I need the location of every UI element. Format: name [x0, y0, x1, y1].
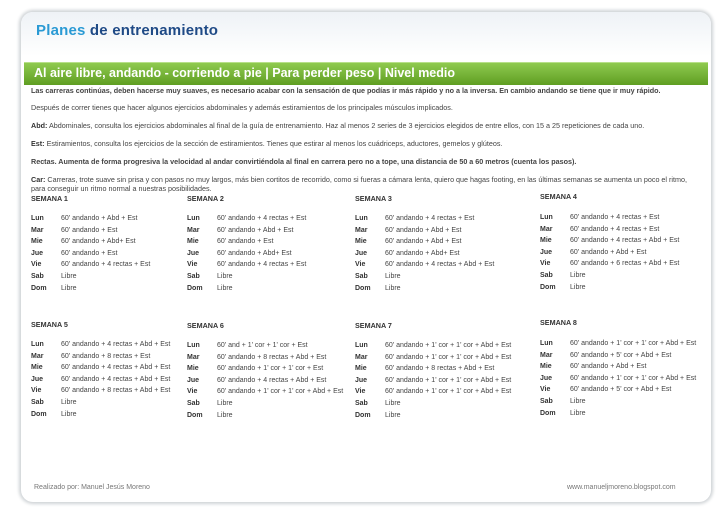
week-row — [355, 388, 511, 400]
week-row — [355, 238, 494, 250]
week-title: SEMANA 4 — [540, 192, 577, 201]
week-day: Dom — [355, 411, 371, 419]
week-row — [187, 250, 306, 262]
week-day: Lun — [187, 215, 200, 222]
week-plan: 60' andando + 1' cor + 1' cor + Abd + Est — [385, 388, 512, 396]
week-day: Vie — [355, 261, 366, 269]
week-row — [31, 215, 150, 227]
week-day: Lun — [355, 342, 368, 349]
week-day: Mar — [540, 225, 553, 233]
week-plan: 60' andando + 5' cor + Abd + Est — [570, 386, 672, 394]
week-row — [540, 260, 679, 272]
week-plan: 60' andando + 5' cor + Abd + Est — [570, 351, 672, 359]
week-plan: 60' andando + Est — [61, 249, 118, 257]
car-label: Car: — [31, 175, 46, 184]
est-text: Estiramientos, consulta los ejercicios de la sección de estiramientos. Tienes que estirar al menos los cuádriceps, aductores, gemelos y glúteos. — [44, 139, 503, 148]
week-title: SEMANA 8 — [540, 318, 577, 327]
week-row — [355, 250, 494, 262]
week-row — [540, 272, 679, 284]
week-day: Sab — [31, 398, 44, 406]
week-day: Mie — [31, 364, 43, 372]
week-plan: Libre — [385, 272, 401, 280]
week-row — [31, 227, 150, 239]
week-plan: 60' andando + 8 rectas + Abd + Est — [61, 387, 171, 395]
week-row — [540, 386, 696, 398]
week-day: Jue — [540, 248, 553, 256]
week-row — [355, 342, 511, 354]
week-plan: Libre — [217, 399, 233, 407]
week-row — [31, 411, 170, 423]
week-title: SEMANA 1 — [31, 194, 68, 203]
week-day: Mar — [355, 226, 368, 234]
week-row — [187, 388, 343, 400]
week-plan: 60' andando + 4 rectas + Abd + Est — [570, 237, 680, 245]
week-day: Dom — [187, 284, 203, 292]
week-plan: 60' andando + 1' cor + 1' cor + Est — [217, 365, 324, 373]
week-day: Mie — [355, 238, 367, 246]
week-day: Jue — [31, 375, 44, 383]
week-plan: 60' andando + Abd + Est — [61, 215, 138, 222]
week-plan: 60' andando + Abd + Est — [570, 363, 647, 371]
week-day: Mie — [187, 365, 199, 373]
week-row — [355, 377, 511, 389]
week-row — [540, 214, 679, 226]
week-plan: 60' andando + 8 rectas + Abd + Est — [217, 353, 327, 361]
week-title: SEMANA 5 — [31, 320, 68, 329]
week-row — [31, 250, 150, 262]
week-plan: 60' andando + 4 rectas + Est — [570, 214, 660, 221]
week-row — [540, 352, 696, 364]
week-plan: 60' andando + Est — [217, 238, 274, 246]
week-day: Dom — [31, 410, 47, 418]
week-day: Dom — [187, 411, 203, 419]
week-day: Mie — [187, 238, 199, 246]
week-row — [187, 400, 343, 412]
week-2 — [187, 194, 306, 296]
week-row — [540, 398, 696, 410]
week-row — [540, 249, 679, 261]
week-day: Lun — [540, 340, 553, 347]
week-day: Sab — [31, 272, 44, 280]
week-day: Jue — [31, 249, 44, 257]
week-4 — [540, 192, 679, 295]
week-plan: 60' andando + 4 rectas + Est — [217, 215, 307, 222]
week-day: Sab — [540, 397, 553, 405]
week-plan: 60' andando + 1' cor + 1' cor + Abd + Est — [570, 374, 697, 382]
week-row — [187, 412, 343, 424]
week-row — [31, 238, 150, 250]
week-row — [355, 412, 511, 424]
week-day: Lun — [355, 215, 368, 222]
week-day: Vie — [540, 386, 551, 394]
week-plan: Libre — [570, 271, 586, 279]
week-row — [31, 353, 170, 365]
week-3 — [355, 194, 494, 296]
abd-label: Abd: — [31, 121, 48, 130]
week-day: Lun — [540, 214, 553, 221]
week-day: Jue — [187, 249, 200, 257]
week-row — [31, 273, 150, 285]
section-banner-text: Al aire libre, andando - corriendo a pie | Para perder peso | Nivel medio — [34, 66, 456, 80]
week-title: SEMANA 3 — [355, 194, 392, 203]
week-row — [31, 285, 150, 297]
week-day: Sab — [540, 271, 553, 279]
week-row — [31, 376, 170, 388]
week-day: Vie — [187, 261, 198, 269]
week-row — [31, 261, 150, 273]
week-row — [355, 215, 494, 227]
week-plan: Libre — [61, 272, 77, 280]
rectas-definition: Rectas. Aumenta de forma progresiva la velocidad al andar convirtiéndola al final en carrera pero no a tope, una distancia de 50 a 60 metros (cuenta los pasos). — [31, 157, 577, 166]
page-title — [36, 22, 218, 39]
abd-text: Abdominales, consulta los ejercicios abdominales al final de la guía de entrenamiento. Haz al menos 2 series de 3 ejercicios elegidos de entre ellos, con 15 a 25 repeticiones de cada uno. — [47, 121, 645, 130]
week-plan: Libre — [570, 397, 586, 405]
week-5 — [31, 320, 170, 422]
week-row — [540, 284, 679, 296]
week-plan: 60' andando + 1' cor + 1' cor + Abd + Est — [385, 353, 512, 361]
car-text: Carreras, trote suave sin prisa y con pasos no muy largos, más bien cortitos de recorrido, como si fueras a cámara lenta, quiero que hagas footing, en las últimas semanas se aumenta un poco el ritmo, para conseguir un ritmo normal a nuestras posibilidades. — [31, 175, 687, 193]
week-plan: Libre — [61, 398, 77, 406]
week-row — [540, 363, 696, 375]
week-day: Sab — [187, 399, 200, 407]
week-row — [540, 237, 679, 249]
week-plan: 60' andando + 1' cor + 1' cor + Abd + Est — [217, 388, 344, 396]
week-row — [355, 354, 511, 366]
week-day: Jue — [355, 376, 368, 384]
week-day: Sab — [355, 272, 368, 280]
footer-author: Realizado por: Manuel Jesús Moreno — [34, 484, 150, 491]
week-plan: 60' andando + 8 rectas + Est — [61, 352, 151, 360]
week-6 — [187, 321, 343, 423]
week-day: Mie — [540, 363, 552, 371]
week-plan: Libre — [385, 399, 401, 407]
week-plan: Libre — [385, 284, 401, 292]
week-plan: 60' andando + 6 rectas + Abd + Est — [570, 260, 680, 268]
week-plan: 60' andando + Abd+ Est — [385, 249, 460, 257]
week-plan: 60' andando + Abd+ Est — [61, 238, 136, 246]
page-title-part2: de entrenamiento — [85, 22, 219, 39]
week-row — [355, 285, 494, 297]
week-day: Mar — [540, 351, 553, 359]
week-plan: Libre — [61, 410, 77, 418]
week-plan: 60' andando + Abd + Est — [385, 238, 462, 246]
week-row — [187, 377, 343, 389]
week-row — [31, 399, 170, 411]
week-day: Mar — [31, 226, 44, 234]
section-banner — [24, 62, 708, 85]
week-plan: 60' andando + 4 rectas + Abd + Est — [61, 341, 171, 348]
week-day: Mar — [355, 353, 368, 361]
week-plan: 60' andando + 4 rectas + Abd + Est — [217, 376, 327, 384]
week-row — [540, 340, 696, 352]
week-plan: Libre — [217, 272, 233, 280]
week-day: Lun — [187, 342, 200, 349]
week-row — [187, 285, 306, 297]
week-row — [540, 226, 679, 238]
week-row — [31, 341, 170, 353]
week-plan: 60' andando + Abd + Est — [217, 226, 294, 234]
week-row — [187, 342, 343, 354]
page-title-part1: Planes — [36, 22, 86, 39]
instructions — [31, 86, 701, 202]
week-day: Jue — [355, 249, 368, 257]
week-day: Vie — [187, 388, 198, 396]
week-plan: Libre — [217, 411, 233, 419]
week-row — [355, 227, 494, 239]
week-plan: 60' andando + 8 rectas + Abd + Est — [385, 365, 495, 373]
week-day: Sab — [355, 399, 368, 407]
week-plan: 60' andando + 4 rectas + Est — [570, 225, 660, 233]
week-row — [187, 273, 306, 285]
week-day: Vie — [31, 387, 42, 395]
week-plan: 60' andando + Abd + Est — [570, 248, 647, 256]
week-day: Dom — [355, 284, 371, 292]
week-plan: 60' andando + 4 rectas + Est — [385, 215, 475, 222]
week-title: SEMANA 7 — [355, 321, 392, 330]
week-day: Dom — [540, 283, 556, 291]
week-row — [355, 365, 511, 377]
week-plan: Libre — [61, 284, 77, 292]
week-day: Mar — [187, 353, 200, 361]
week-row — [31, 387, 170, 399]
week-row — [355, 273, 494, 285]
week-day: Mie — [31, 238, 43, 246]
week-row — [187, 227, 306, 239]
week-day: Mar — [187, 226, 200, 234]
week-plan: 60' andando + Abd + Est — [385, 226, 462, 234]
week-plan: 60' andando + Est — [61, 226, 118, 234]
week-row — [355, 400, 511, 412]
week-1 — [31, 194, 150, 296]
abd-definition — [31, 121, 701, 130]
week-day: Dom — [540, 409, 556, 417]
lead-paragraph: Las carreras continúas, deben hacerse muy suaves, es necesario acabar con la sensación de que podías ir más rápido y no a la inversa. En cambio andando se tiene que ir muy rápido. — [31, 86, 661, 95]
week-day: Vie — [540, 260, 551, 268]
week-title: SEMANA 6 — [187, 321, 224, 330]
week-day: Mie — [540, 237, 552, 245]
week-row — [187, 261, 306, 273]
week-row — [31, 364, 170, 376]
week-day: Mar — [31, 352, 44, 360]
week-day: Mie — [355, 365, 367, 373]
week-row — [187, 365, 343, 377]
est-definition — [31, 139, 701, 148]
week-plan: 60' andando + 4 rectas + Abd + Est — [61, 375, 171, 383]
week-plan: Libre — [385, 411, 401, 419]
week-row — [187, 238, 306, 250]
week-row — [187, 215, 306, 227]
week-row — [540, 375, 696, 387]
week-day: Jue — [540, 374, 553, 382]
week-8 — [540, 318, 696, 421]
week-day: Sab — [187, 272, 200, 280]
week-day: Vie — [31, 261, 42, 269]
week-plan: 60' andando + 1' cor + 1' cor + Abd + Est — [570, 340, 697, 347]
week-plan: Libre — [570, 283, 586, 291]
stretch-note: Después de correr tienes que hacer algunos ejercicios abdominales y además estiramientos de los principales músculos implicados. — [31, 103, 453, 112]
week-plan: 60' andando + 4 rectas + Abd + Est — [61, 364, 171, 372]
week-plan: 60' andando + Abd+ Est — [217, 249, 292, 257]
week-row — [355, 261, 494, 273]
week-day: Lun — [31, 215, 44, 222]
week-title: SEMANA 2 — [187, 194, 224, 203]
week-day: Jue — [187, 376, 200, 384]
week-plan: Libre — [570, 409, 586, 417]
week-plan: 60' andando + 4 rectas + Est — [61, 261, 151, 269]
week-plan: Libre — [217, 284, 233, 292]
week-row — [187, 354, 343, 366]
week-row — [540, 410, 696, 422]
footer-website[interactable]: www.manueljmoreno.blogspot.com — [567, 484, 676, 491]
week-day: Dom — [31, 284, 47, 292]
week-plan: 60' andando + 4 rectas + Est — [217, 261, 307, 269]
est-label: Est: — [31, 139, 45, 148]
week-day: Lun — [31, 341, 44, 348]
week-plan: 60' andando + 4 rectas + Abd + Est — [385, 261, 495, 269]
week-plan: 60' andando + 1' cor + 1' cor + Abd + Est — [385, 342, 512, 349]
week-7 — [355, 321, 511, 423]
week-plan: 60' and + 1' cor + 1' cor + Est — [217, 342, 308, 349]
car-definition — [31, 175, 701, 193]
week-day: Vie — [355, 388, 366, 396]
week-plan: 60' andando + 1' cor + 1' cor + Abd + Est — [385, 376, 512, 384]
